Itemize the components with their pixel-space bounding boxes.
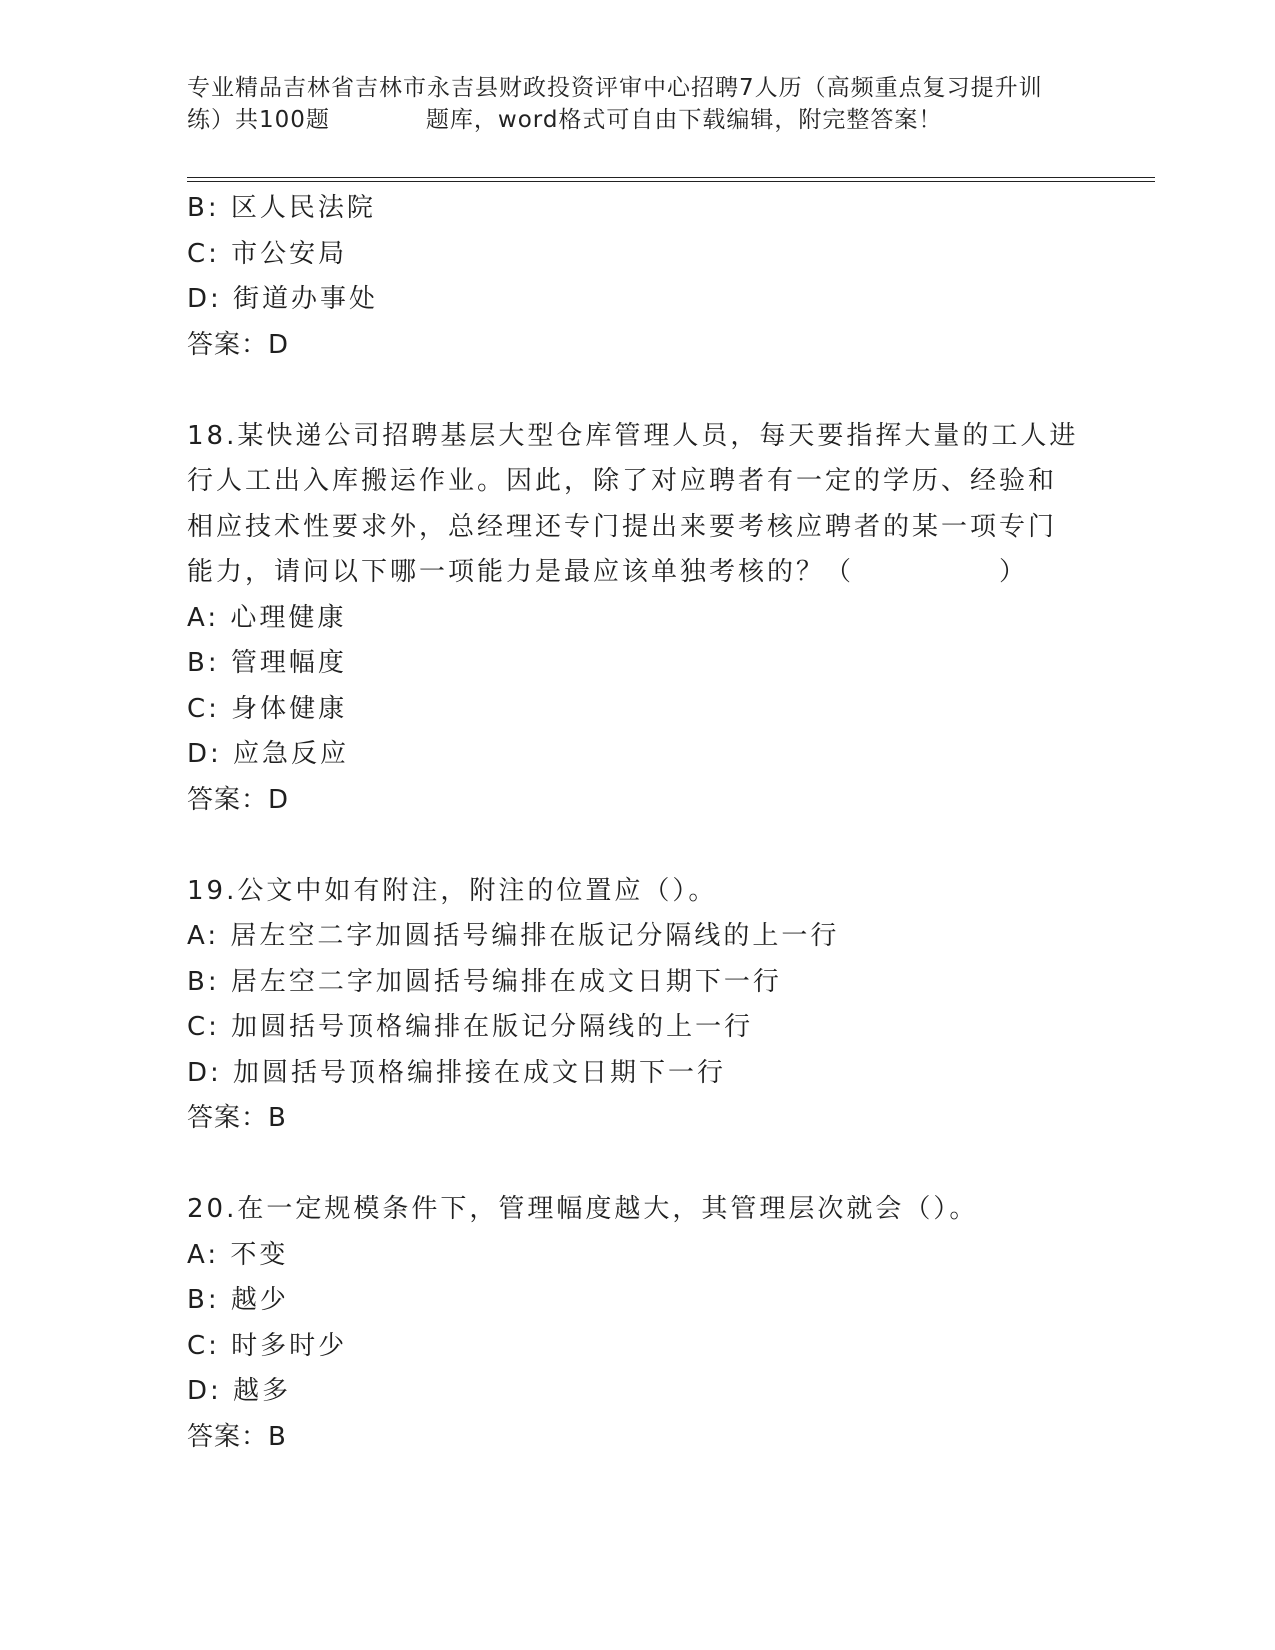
option-c: C: 身体健康 bbox=[187, 693, 348, 724]
question-18 bbox=[187, 414, 1087, 824]
option-b: B: 居左空二字加圆括号编排在成文日期下一行 bbox=[187, 966, 782, 997]
question-stem: 20.在一定规模条件下，管理幅度越大，其管理层次就会（）。 bbox=[187, 1194, 979, 1224]
header-divider-bottom bbox=[187, 181, 1155, 182]
option-b: B: 越少 bbox=[187, 1285, 289, 1315]
question-stem-line: 能力，请问以下哪一项能力是最应该单独考核的？（ ） bbox=[187, 557, 1029, 587]
question-stem-line: 行人工出入库搬运作业。因此，除了对应聘者有一定的学历、经验和 bbox=[187, 466, 1058, 496]
header-divider-top bbox=[187, 177, 1155, 178]
option-a: A: 不变 bbox=[187, 1239, 289, 1270]
option-d: D: 应急反应 bbox=[187, 739, 350, 769]
answer-line: 答案：B bbox=[187, 1421, 287, 1452]
option-d: D: 加圆括号顶格编排接在成文日期下一行 bbox=[187, 1057, 727, 1088]
spacer bbox=[187, 368, 1087, 414]
spacer bbox=[187, 1142, 1087, 1188]
option-c: C: 时多时少 bbox=[187, 1330, 348, 1361]
header-line-1: 专业精品吉林省吉林市永吉县财政投资评审中心招聘7人历（高频重点复习提升训 bbox=[187, 75, 1043, 101]
option-b: B: 区人民法院 bbox=[187, 193, 376, 223]
question-stem-line: 相应技术性要求外，总经理还专门提出来要考核应聘者的某一项专门 bbox=[187, 511, 1058, 542]
answer-line: 答案：B bbox=[187, 1103, 287, 1133]
option-c: C: 加圆括号顶格编排在版记分隔线的上一行 bbox=[187, 1012, 754, 1042]
option-d: D: 越多 bbox=[187, 1376, 292, 1406]
spacer bbox=[187, 823, 1087, 869]
question-stem-line: 18.某快递公司招聘基层大型仓库管理人员，每天要指挥大量的工人进 bbox=[187, 420, 1079, 451]
page-header bbox=[187, 72, 1087, 136]
question-content bbox=[187, 186, 1087, 1460]
answer-line: 答案：D bbox=[187, 784, 290, 815]
option-a: A: 居左空二字加圆括号编排在版记分隔线的上一行 bbox=[187, 921, 840, 951]
question-stem: 19.公文中如有附注，附注的位置应（）。 bbox=[187, 875, 718, 906]
question-19 bbox=[187, 869, 1087, 1142]
option-c: C: 市公安局 bbox=[187, 238, 348, 269]
answer-line: 答案：D bbox=[187, 329, 290, 360]
option-a: A: 心理健康 bbox=[187, 602, 347, 633]
option-d: D: 街道办事处 bbox=[187, 284, 379, 314]
question-20 bbox=[187, 1187, 1087, 1460]
option-b: B: 管理幅度 bbox=[187, 648, 347, 678]
question-17 bbox=[187, 186, 1087, 368]
header-line-2: 练）共100题 题库，word格式可自由下载编辑，附完整答案！ bbox=[187, 107, 943, 133]
